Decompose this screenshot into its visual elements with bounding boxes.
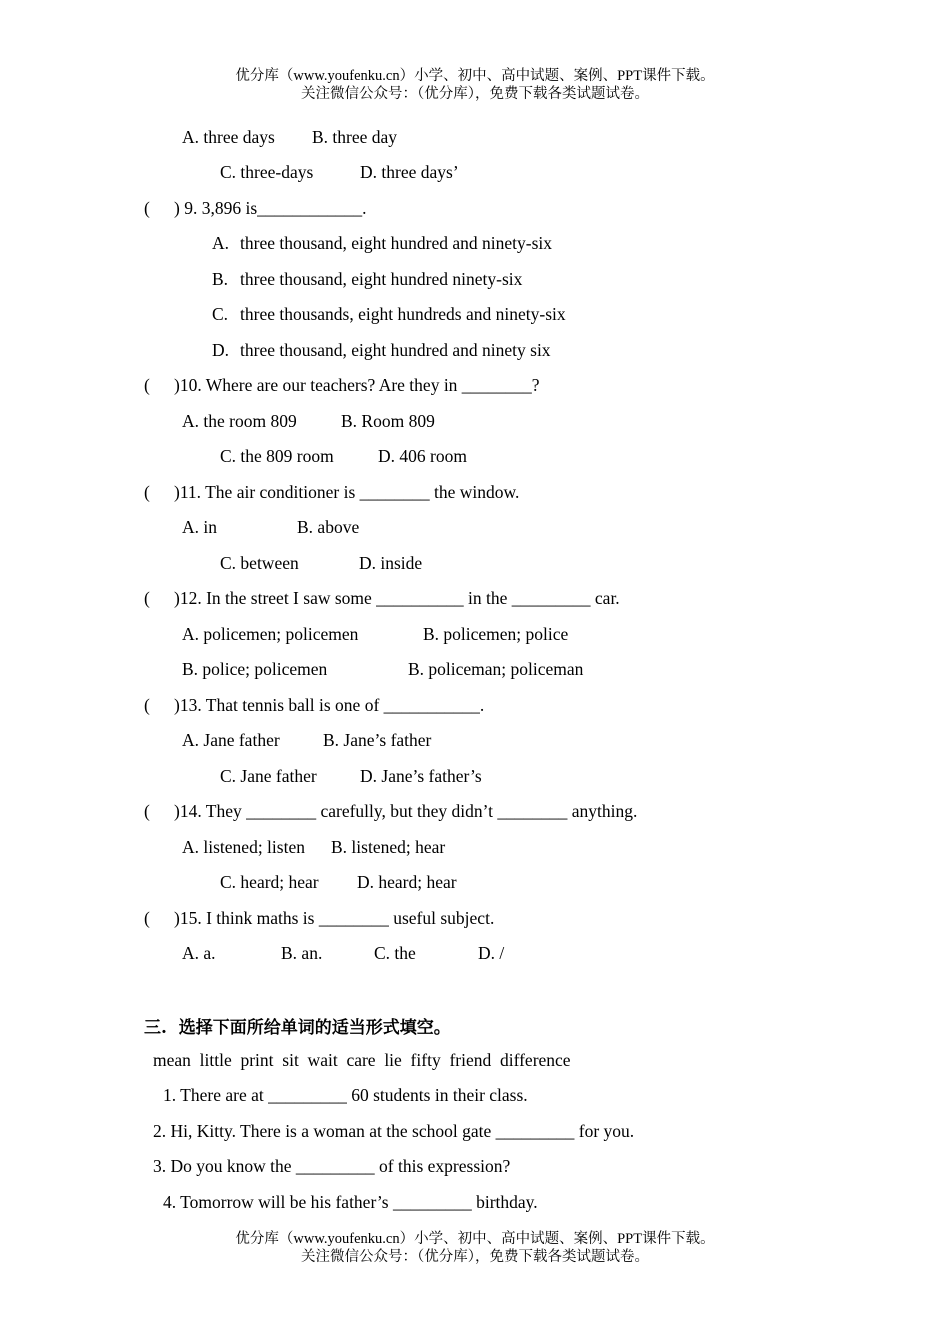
q15-option-b: B. an. bbox=[281, 943, 323, 963]
fill-sentence-4: 4. Tomorrow will be his father’s _________ birthday. bbox=[163, 1192, 538, 1212]
header-line-1: 优分库（www.youfenku.cn）小学、初中、高中试题、案例、PPT课件下载。 bbox=[235, 68, 715, 84]
q14-paren: ( bbox=[144, 801, 150, 821]
q10-option-a: A. the room 809 bbox=[182, 411, 297, 431]
q13-option-a: A. Jane father bbox=[182, 730, 280, 750]
q13-stem: )13. That tennis ball is one of ___________. bbox=[174, 695, 485, 715]
q9-option-b: three thousand, eight hundred ninety-six bbox=[240, 269, 523, 289]
q11-option-b: B. above bbox=[297, 517, 360, 537]
q10-option-b: B. Room 809 bbox=[341, 411, 435, 431]
q10-stem: )10. Where are our teachers? Are they in ________? bbox=[174, 375, 540, 395]
q9-option-b-letter: B. bbox=[212, 269, 229, 289]
fill-sentence-2: 2. Hi, Kitty. There is a woman at the school gate _________ for you. bbox=[153, 1121, 635, 1141]
q11-stem: )11. The air conditioner is ________ the window. bbox=[174, 482, 520, 502]
q12-option-b: B. policemen; police bbox=[423, 624, 569, 644]
q15-option-c: C. the bbox=[374, 943, 416, 963]
q10-option-c: C. the 809 room bbox=[220, 446, 334, 466]
section-3-title: 三. 选择下面所给单词的适当形式填空。 bbox=[144, 1018, 451, 1038]
q9-stem: ) 9. 3,896 is____________. bbox=[174, 198, 367, 218]
footer-line-1: 优分库（www.youfenku.cn）小学、初中、高中试题、案例、PPT课件下载。 bbox=[235, 1231, 715, 1247]
q9-option-c-letter: C. bbox=[212, 304, 229, 324]
q8-option-d: D. three days’ bbox=[360, 162, 459, 182]
q8-option-a: A. three days bbox=[182, 127, 275, 147]
q9-option-a: three thousand, eight hundred and ninety-six bbox=[240, 233, 553, 253]
q9-option-d-letter: D. bbox=[212, 340, 230, 360]
q14-option-a: A. listened; listen bbox=[182, 837, 305, 857]
word-bank: mean little print sit wait care lie fifty friend difference bbox=[153, 1050, 571, 1070]
q14-stem: )14. They ________ carefully, but they didn’t ________ anything. bbox=[174, 801, 638, 821]
q11-option-c: C. between bbox=[220, 553, 299, 573]
q14-option-c: C. heard; hear bbox=[220, 872, 319, 892]
q12-option-c: B. police; policemen bbox=[182, 659, 328, 679]
q10-option-d: D. 406 room bbox=[378, 446, 467, 466]
page-footer bbox=[0, 1230, 950, 1266]
q9-option-c: three thousands, eight hundreds and ninety-six bbox=[240, 304, 566, 324]
q13-option-c: C. Jane father bbox=[220, 766, 317, 786]
q9-option-a-letter: A. bbox=[212, 233, 230, 253]
q8-option-c: C. three-days bbox=[220, 162, 314, 182]
q13-paren: ( bbox=[144, 695, 150, 715]
q15-option-a: A. a. bbox=[182, 943, 216, 963]
page-header bbox=[0, 67, 950, 103]
q15-option-d: D. / bbox=[478, 943, 505, 963]
fill-sentence-3: 3. Do you know the _________ of this expression? bbox=[153, 1156, 511, 1176]
header-line-2: 关注微信公众号：（优分库），免费下载各类试题试卷。 bbox=[301, 86, 649, 102]
q9-paren: ( bbox=[144, 198, 150, 218]
footer-line-2: 关注微信公众号：（优分库），免费下载各类试题试卷。 bbox=[301, 1249, 649, 1265]
q10-paren: ( bbox=[144, 375, 150, 395]
q14-option-b: B. listened; hear bbox=[331, 837, 446, 857]
q13-option-d: D. Jane’s father’s bbox=[360, 766, 482, 786]
q9-option-d: three thousand, eight hundred and ninety six bbox=[240, 340, 551, 360]
q11-option-d: D. inside bbox=[359, 553, 423, 573]
q15-stem: )15. I think maths is ________ useful subject. bbox=[174, 908, 495, 928]
q13-option-b: B. Jane’s father bbox=[323, 730, 432, 750]
q12-option-a: A. policemen; policemen bbox=[182, 624, 359, 644]
q12-stem: )12. In the street I saw some __________ in the _________ car. bbox=[174, 588, 620, 608]
q12-option-d: B. policeman; policeman bbox=[408, 659, 584, 679]
q14-option-d: D. heard; hear bbox=[357, 872, 457, 892]
q15-paren: ( bbox=[144, 908, 150, 928]
fill-sentence-1: 1. There are at _________ 60 students in their class. bbox=[163, 1085, 528, 1105]
q12-paren: ( bbox=[144, 588, 150, 608]
q11-paren: ( bbox=[144, 482, 150, 502]
q11-option-a: A. in bbox=[182, 517, 217, 537]
q8-option-b: B. three day bbox=[312, 127, 398, 147]
